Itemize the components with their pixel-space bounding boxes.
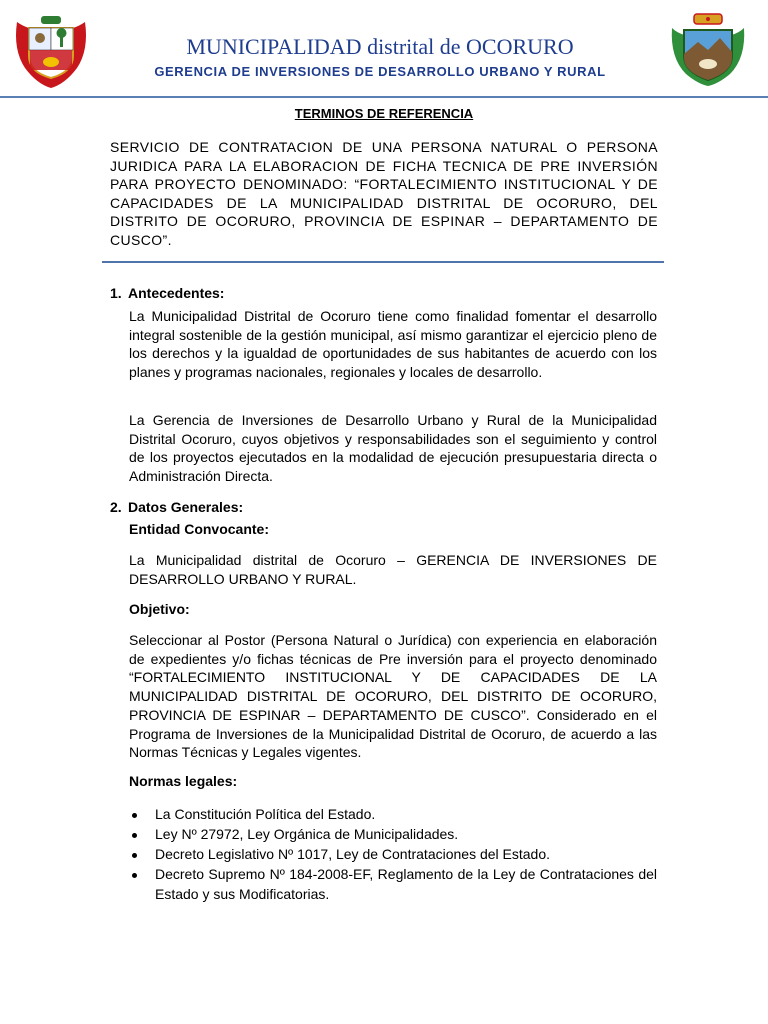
section-antecedentes-heading: [110, 285, 224, 301]
bullet-icon: [132, 833, 137, 838]
objetivo-heading: Objetivo:: [129, 601, 190, 617]
list-item: Decreto Supremo Nº 184-2008-EF, Reglamento de la Ley de Contrataciones del Estado y sus Modificatorias.: [129, 865, 657, 904]
peru-coat-of-arms-logo: [11, 10, 91, 90]
intro-divider: [102, 261, 664, 263]
objetivo-text: Seleccionar al Postor (Persona Natural o Jurídica) con experiencia en elaboración de expedientes y/o fichas técnicas de Pre inversión para el proyecto denominado “FORTALECIMIENTO INSTITUCIONAL Y DE CAPACIDADES DE LA MUNICIPALIDAD DISTRITAL DE OCORURO, DEL DISTRITO DE OCORURO, PROVINCIA DE ESPINAR – DEPARTAMENTO DE CUSCO”. Considerado en el Programa de Inversiones de la Municipalidad Distrital de Ocoruro, de acuerdo a las Normas Técnicas y Legales vigentes.: [129, 632, 657, 761]
bullet-icon: [132, 873, 137, 878]
department-subtitle: GERENCIA DE INVERSIONES DE DESARROLLO URBANO Y RURAL: [154, 64, 606, 79]
antecedentes-paragraph-1: La Municipalidad Distrital de Ocoruro tiene como finalidad fomentar el desarrollo integral sostenible de la gestión municipal, así mismo garantizar el ejercicio pleno de los derechos y la igualdad de oportunidades de sus habitantes de acuerdo con los planes y programas nacionales, regionales y locales de desarrollo.: [129, 308, 657, 381]
bullet-icon: [132, 813, 137, 818]
section-datos-heading: [110, 499, 243, 515]
section-number: 1.: [110, 285, 122, 301]
municipality-title: MUNICIPALIDAD distrital de OCORURO: [186, 34, 574, 59]
entidad-heading: Entidad Convocante:: [129, 521, 270, 537]
section-number: 2.: [110, 499, 122, 515]
section-title: Datos Generales:: [128, 499, 244, 515]
antecedentes-paragraph-2: La Gerencia de Inversiones de Desarrollo Urbano y Rural de la Municipalidad Distrital Ocoruro, cuyos objetivos y responsabilidades son el seguimiento y control de los proyectos ejecutados en la modalidad de ejecución presupuestaria directa o Administración Directa.: [129, 412, 657, 485]
bullet-icon: [132, 853, 137, 858]
list-item: Ley Nº 27972, Ley Orgánica de Municipalidades.: [129, 825, 657, 845]
service-description: SERVICIO DE CONTRATACION DE UNA PERSONA NATURAL O PERSONA JURIDICA PARA LA ELABORACION DE FICHA TECNICA DE PRE INVERSIÓN PARA PROYECTO DENOMINADO: “FORTALECIMIENTO INSTITUCIONAL Y DE CAPACIDADES DE LA MUNICIPALIDAD DISTRITAL DE OCORURO, DEL DISTRITO DE OCORURO, PROVINCIA DE ESPINAR – DEPARTAMENTO DE CUSCO”.: [110, 139, 658, 248]
entidad-text: La Municipalidad distrital de Ocoruro – GERENCIA DE INVERSIONES DE DESARROLLO URBANO Y RURAL.: [129, 552, 657, 587]
header-divider: [0, 96, 768, 98]
list-item: Decreto Legislativo Nº 1017, Ley de Contrataciones del Estado.: [129, 845, 657, 865]
page-header: [0, 0, 768, 100]
list-item: La Constitución Política del Estado.: [129, 805, 657, 825]
ocoruro-shield-logo: [668, 8, 748, 88]
normas-heading: Normas legales:: [129, 773, 238, 789]
document-title: TERMINOS DE REFERENCIA: [294, 106, 474, 121]
section-title: Antecedentes:: [128, 285, 225, 301]
normas-list: [129, 805, 657, 905]
